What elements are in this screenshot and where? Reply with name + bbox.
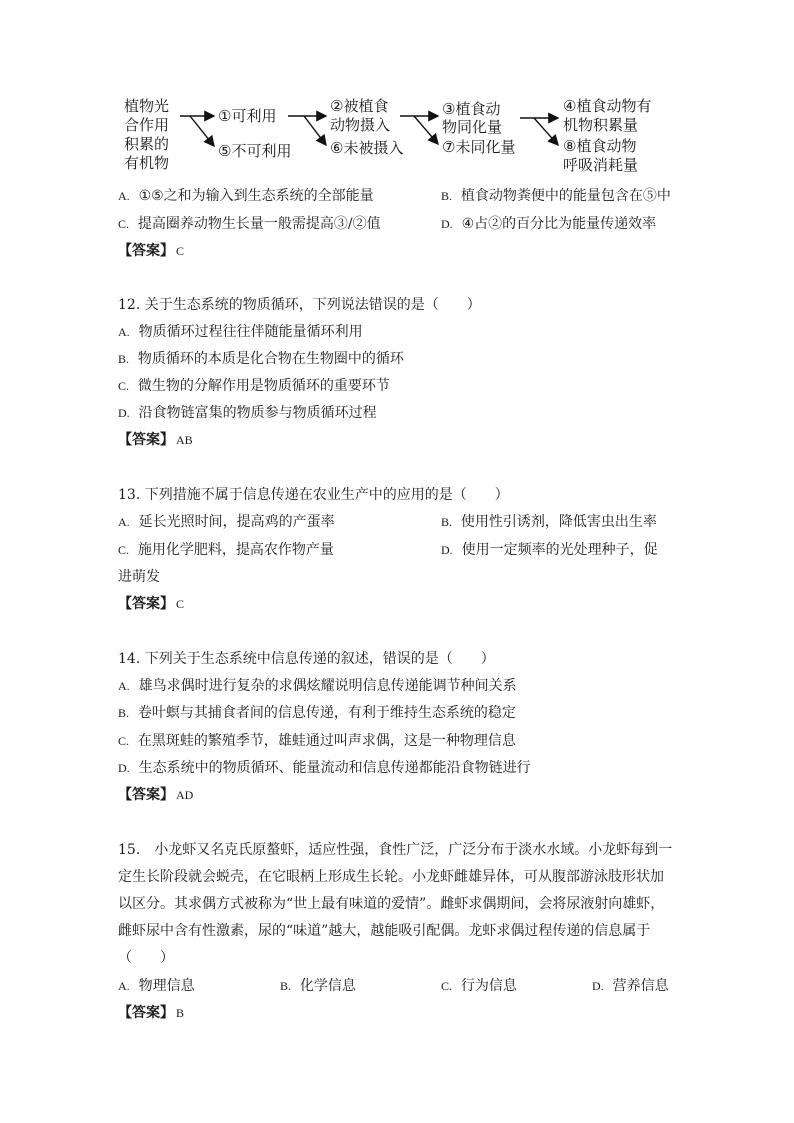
- diagram-source-line-4: 有机物: [124, 154, 170, 172]
- q12-answer: 【答案】 AB: [118, 432, 193, 448]
- q15-stem-line-2: 定生长阶段就会蜕壳，在它眼柄上形成生长轮。小龙虾雌雄异体，可从腹部游泳肢形状加: [118, 869, 664, 885]
- q15-stem-line-1: 15. 小龙虾又名克氏原螯虾，适应性强，食性广泛，广泛分布于淡水水域。小龙虾每到一: [118, 842, 673, 858]
- diagram-not-assimilated: ⑦未同化量: [442, 138, 516, 156]
- q15-stem-line-4: 雌虾尿中含有性激素，尿的“味道”越大，越能吸引配偶。龙虾求偶过程传递的信息属于: [118, 923, 651, 939]
- q11-option-d: D. ④占②的百分比为能量传递效率: [441, 216, 657, 232]
- q15-stem-line-5: （ ）: [118, 950, 174, 966]
- q11-option-b: B. 植食动物粪便中的能量包含在⑤中: [441, 188, 671, 204]
- q13-option-a: A. 延长光照时间，提高鸡的产蛋率: [118, 514, 335, 530]
- q13-option-d: D. 使用一定频率的光处理种子，促: [441, 542, 658, 558]
- diagram-not-ingested: ⑥未被摄入: [330, 139, 404, 157]
- q14-option-b: B. 卷叶螟与其捕食者间的信息传递，有利于维持生态系统的稳定: [118, 705, 516, 721]
- q14-option-a: A. 雄鸟求偶时进行复杂的求偶炫耀说明信息传递能调节种间关系: [118, 678, 517, 694]
- arrow-to-not-assimilated: [414, 116, 438, 144]
- q15-option-d: D. 营养信息: [592, 978, 669, 994]
- q15-option-a: A. 物理信息: [118, 978, 195, 994]
- diagram-source-line-2: 合作用: [124, 116, 170, 134]
- q12-option-d: D. 沿食物链富集的物质参与物质循环过程: [118, 405, 377, 421]
- q15-option-c: C. 行为信息: [441, 978, 517, 994]
- diagram-assimilated-line-2: 物同化量: [442, 118, 503, 136]
- q14-stem: 14. 下列关于生态系统中信息传递的叙述，错误的是（ ）: [118, 651, 495, 667]
- arrow-to-unusable: [190, 116, 214, 146]
- q11-option-a: A. ①⑤之和为输入到生态系统的全部能量: [118, 188, 374, 204]
- q13-option-b: B. 使用性引诱剂，降低害虫出生率: [441, 514, 657, 530]
- diagram-arrows: [0, 0, 794, 200]
- q13-option-c: C. 施用化学肥料，提高农作物产量: [118, 542, 334, 558]
- diagram-unusable: ⑤不可利用: [218, 142, 292, 160]
- diagram-source-line-3: 积累的: [124, 135, 170, 153]
- q14-option-d: D. 生态系统中的物质循环、能量流动和信息传递都能沿食物链进行: [118, 760, 531, 776]
- q12-option-b: B. 物质循环的本质是化合物在生物圈中的循环: [118, 351, 404, 367]
- diagram-source-line-1: 植物光: [124, 97, 170, 115]
- q15-answer: 【答案】 B: [118, 1005, 185, 1021]
- q12-option-a: A. 物质循环过程往往伴随能量循环利用: [118, 324, 363, 340]
- q15-stem-line-3: 以区分。其求偶方式被称为“世上最有味道的爱情”。雌虾求偶期间，会将尿液射向雄虾，: [118, 896, 665, 912]
- q11-answer: 【答案】 C: [118, 243, 185, 259]
- q15-option-b: B. 化学信息: [280, 978, 356, 994]
- q11-option-c: C. 提高圈养动物生长量一般需提高③/②值: [118, 216, 381, 232]
- arrow-to-respiration: [534, 118, 558, 145]
- diagram-assimilated-line-1: ③植食动: [442, 100, 501, 118]
- diagram-respiration-line-1: ⑧植食动物: [563, 137, 637, 155]
- q13-answer: 【答案】 C: [118, 596, 185, 612]
- q12-stem: 12. 关于生态系统的物质循环，下列说法错误的是（ ）: [118, 297, 481, 313]
- q12-option-c: C. 微生物的分解作用是物质循环的重要环节: [118, 378, 390, 394]
- q14-answer: 【答案】 AD: [118, 787, 194, 803]
- diagram-accumulated-line-1: ④植食动物有: [563, 97, 652, 115]
- arrow-to-not-ingested: [304, 116, 326, 145]
- q14-option-c: C. 在黑斑蛙的繁殖季节，雄蛙通过叫声求偶，这是一种物理信息: [118, 733, 516, 749]
- q13-option-d-wrap: 进萌发: [118, 569, 160, 585]
- diagram-usable: ①可利用: [218, 107, 277, 125]
- q13-stem: 13. 下列措施不属于信息传递在农业生产中的应用的是（ ）: [118, 487, 509, 503]
- diagram-ingested-line-2: 动物摄入: [330, 116, 391, 134]
- diagram-respiration-line-2: 呼吸消耗量: [563, 156, 639, 174]
- diagram-ingested-line-1: ②被植食: [330, 97, 389, 115]
- diagram-accumulated-line-2: 机物积累量: [563, 116, 639, 134]
